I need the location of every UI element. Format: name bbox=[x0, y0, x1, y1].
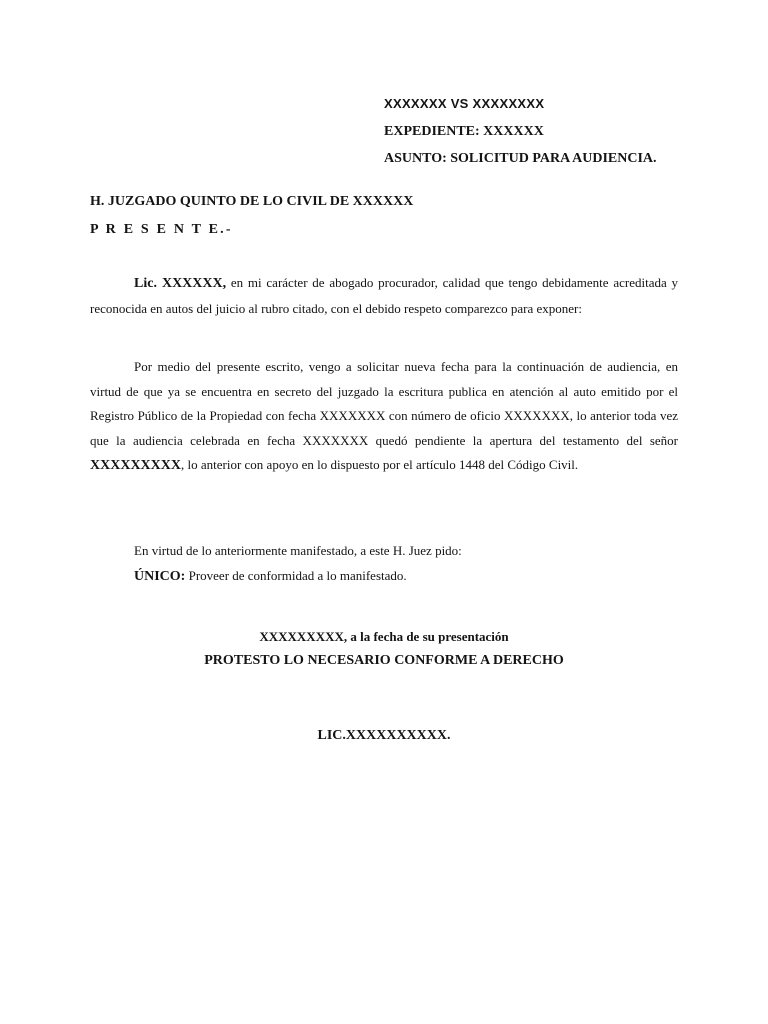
unico-paragraph bbox=[90, 564, 678, 590]
closing-date-line: XXXXXXXXX, a la fecha de su presentación bbox=[259, 629, 509, 644]
unico-text: Proveer de conformidad a lo manifestado. bbox=[185, 568, 407, 583]
petition-paragraph bbox=[90, 539, 678, 564]
lawyer-name: Lic. XXXXXX, bbox=[134, 276, 227, 291]
petition-text: En virtud de lo anteriormente manifestado, a este H. Juez pido: bbox=[134, 543, 462, 558]
request-text-a: Por medio del presente escrito, vengo a solicitar nueva fecha para la continuación de audiencia, en virtud de que ya se encuentra en secreto del juzgado la escritura publica en atención al auto emitido por el Registro Público de la Propiedad con fecha XXXXXXX con número de oficio XXXXXXX, lo anterior toda vez que la audiencia celebrada en fecha XXXXXXX quedó pendiente la apertura del testamento del señor bbox=[90, 359, 678, 448]
case-title: XXXXXXX VS XXXXXXXX bbox=[384, 96, 545, 111]
intro-paragraph bbox=[90, 271, 678, 321]
case-header bbox=[384, 90, 657, 173]
presente-line: P R E S E N T E.- bbox=[90, 222, 233, 237]
protesto-line: PROTESTO LO NECESARIO CONFORME A DERECHO bbox=[204, 653, 564, 668]
court-name: H. JUZGADO QUINTO DE LO CIVIL DE XXXXXX bbox=[90, 194, 414, 209]
signature-line: LIC.XXXXXXXXXX. bbox=[317, 728, 451, 743]
request-paragraph bbox=[90, 355, 678, 479]
expediente-line: EXPEDIENTE: XXXXXX bbox=[384, 123, 544, 139]
addressee-block bbox=[90, 188, 413, 244]
unico-label: ÚNICO: bbox=[134, 569, 186, 584]
request-text-b: , lo anterior con apoyo en lo dispuesto por el artículo 1448 del Código Civil. bbox=[181, 457, 579, 472]
asunto-line: ASUNTO: SOLICITUD PARA AUDIENCIA. bbox=[384, 151, 657, 166]
intro-text: en mi carácter de abogado procurador, calidad que tengo debidamente acreditada y reconocida en autos del juicio al rubro citado, con el debido respeto comparezco para exponer: bbox=[90, 275, 678, 316]
testator-name: XXXXXXXXX bbox=[90, 458, 181, 473]
